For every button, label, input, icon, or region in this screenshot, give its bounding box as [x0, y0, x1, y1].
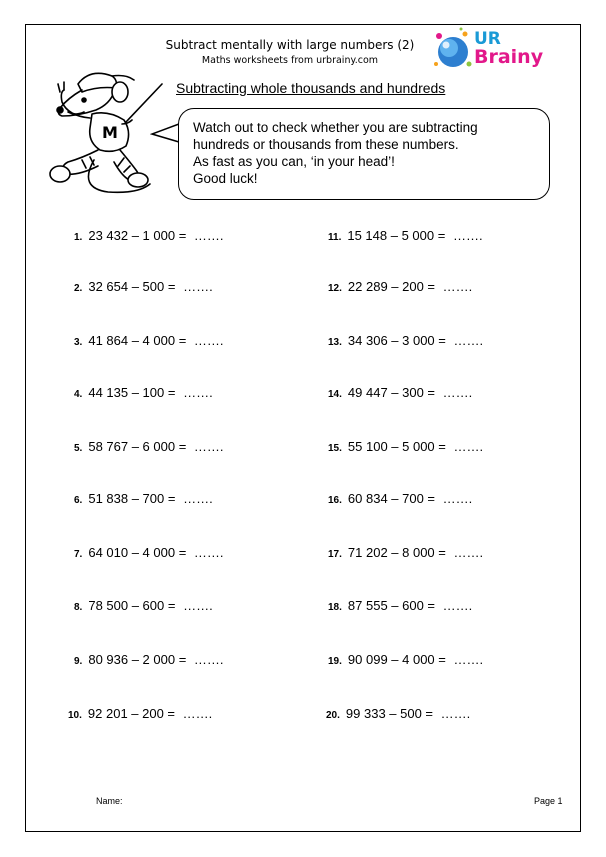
question-19	[328, 652, 483, 668]
answer-blank[interactable]: …….	[442, 598, 473, 613]
section-heading: Subtracting whole thousands and hundreds	[176, 80, 446, 96]
question-expression: 92 201 – 200 =	[87, 706, 176, 721]
question-expression: 32 654 – 500 =	[88, 279, 176, 294]
bubble-line: Watch out to check whether you are subtracting	[193, 120, 478, 135]
speech-bubble	[178, 108, 550, 200]
logo-text-brainy: Brainy	[474, 46, 544, 68]
question-number: 10.	[68, 710, 82, 721]
question-expression: 90 099 – 4 000 =	[347, 652, 446, 667]
question-16	[328, 491, 472, 507]
question-expression: 41 864 – 4 000 =	[88, 333, 187, 348]
svg-text:M: M	[102, 123, 118, 142]
question-expression: 49 447 – 300 =	[347, 385, 436, 400]
question-6	[74, 491, 213, 507]
question-3	[74, 333, 224, 349]
question-number: 8.	[74, 602, 83, 613]
question-expression: 34 306 – 3 000 =	[347, 333, 446, 348]
question-number: 20.	[326, 710, 340, 721]
question-18	[328, 598, 472, 614]
question-expression: 55 100 – 5 000 =	[347, 439, 446, 454]
answer-blank[interactable]: …….	[193, 228, 224, 243]
answer-blank[interactable]: …….	[453, 439, 484, 454]
question-number: 12.	[328, 283, 342, 294]
answer-blank[interactable]: …….	[453, 333, 484, 348]
answer-blank[interactable]: …….	[183, 279, 213, 294]
question-5	[74, 439, 224, 455]
answer-blank[interactable]: …….	[182, 706, 213, 721]
answer-blank[interactable]: …….	[193, 545, 224, 560]
question-number: 1.	[74, 232, 83, 243]
question-2	[74, 279, 213, 295]
question-number: 6.	[74, 495, 83, 506]
answer-blank[interactable]: …….	[193, 439, 224, 454]
question-13	[328, 333, 483, 349]
question-number: 4.	[74, 389, 83, 400]
question-expression: 64 010 – 4 000 =	[88, 545, 187, 560]
question-14	[328, 385, 472, 401]
page-number: Page 1	[534, 796, 563, 806]
question-17	[328, 545, 483, 561]
question-number: 13.	[328, 337, 342, 348]
question-number: 19.	[328, 656, 342, 667]
question-expression: 15 148 – 5 000 =	[347, 228, 446, 243]
answer-blank[interactable]: …….	[452, 228, 483, 243]
question-1	[74, 228, 224, 244]
question-number: 3.	[74, 337, 83, 348]
question-expression: 44 135 – 100 =	[88, 385, 176, 400]
page-title: Subtract mentally with large numbers (2)	[165, 38, 415, 52]
answer-blank[interactable]: …….	[453, 545, 484, 560]
answer-blank[interactable]: …….	[183, 385, 213, 400]
question-number: 2.	[74, 283, 83, 294]
question-number: 7.	[74, 549, 83, 560]
question-11	[328, 228, 483, 244]
answer-blank[interactable]: …….	[193, 333, 224, 348]
answer-blank[interactable]: …….	[193, 652, 224, 667]
question-9	[74, 652, 224, 668]
logo-wordmark	[474, 30, 543, 66]
logo-text-ur: UR	[474, 29, 501, 49]
question-number: 15.	[328, 443, 342, 454]
question-number: 16.	[328, 495, 342, 506]
page-subtitle: Maths worksheets from urbrainy.com	[201, 55, 379, 66]
question-expression: 51 838 – 700 =	[88, 491, 176, 506]
question-10	[68, 706, 212, 722]
question-expression: 58 767 – 6 000 =	[88, 439, 187, 454]
question-15	[328, 439, 483, 455]
question-8	[74, 598, 213, 614]
answer-blank[interactable]: …….	[442, 385, 473, 400]
question-number: 14.	[328, 389, 342, 400]
question-20	[326, 706, 470, 722]
answer-blank[interactable]: …….	[183, 491, 213, 506]
question-expression: 80 936 – 2 000 =	[88, 652, 187, 667]
question-4	[74, 385, 213, 401]
question-number: 11.	[328, 232, 342, 243]
question-expression: 60 834 – 700 =	[347, 491, 436, 506]
bubble-line: Good luck!	[193, 171, 258, 186]
answer-blank[interactable]: …….	[442, 491, 473, 506]
bubble-line: As fast as you can, ‘in your head’!	[193, 154, 395, 169]
question-number: 9.	[74, 656, 83, 667]
question-7	[74, 545, 224, 561]
answer-blank[interactable]: …….	[440, 706, 471, 721]
question-expression: 99 333 – 500 =	[345, 706, 434, 721]
question-number: 5.	[74, 443, 83, 454]
question-expression: 78 500 – 600 =	[88, 598, 176, 613]
bubble-line: hundreds or thousands from these numbers.	[193, 137, 459, 152]
question-number: 17.	[328, 549, 342, 560]
question-expression: 23 432 – 1 000 =	[88, 228, 187, 243]
answer-blank[interactable]: …….	[183, 598, 213, 613]
answer-blank[interactable]: …….	[442, 279, 473, 294]
question-12	[328, 279, 472, 295]
question-number: 18.	[328, 602, 342, 613]
question-expression: 71 202 – 8 000 =	[347, 545, 446, 560]
question-expression: 87 555 – 600 =	[347, 598, 436, 613]
question-expression: 22 289 – 200 =	[347, 279, 436, 294]
name-label: Name:	[96, 796, 123, 806]
answer-blank[interactable]: …….	[453, 652, 484, 667]
